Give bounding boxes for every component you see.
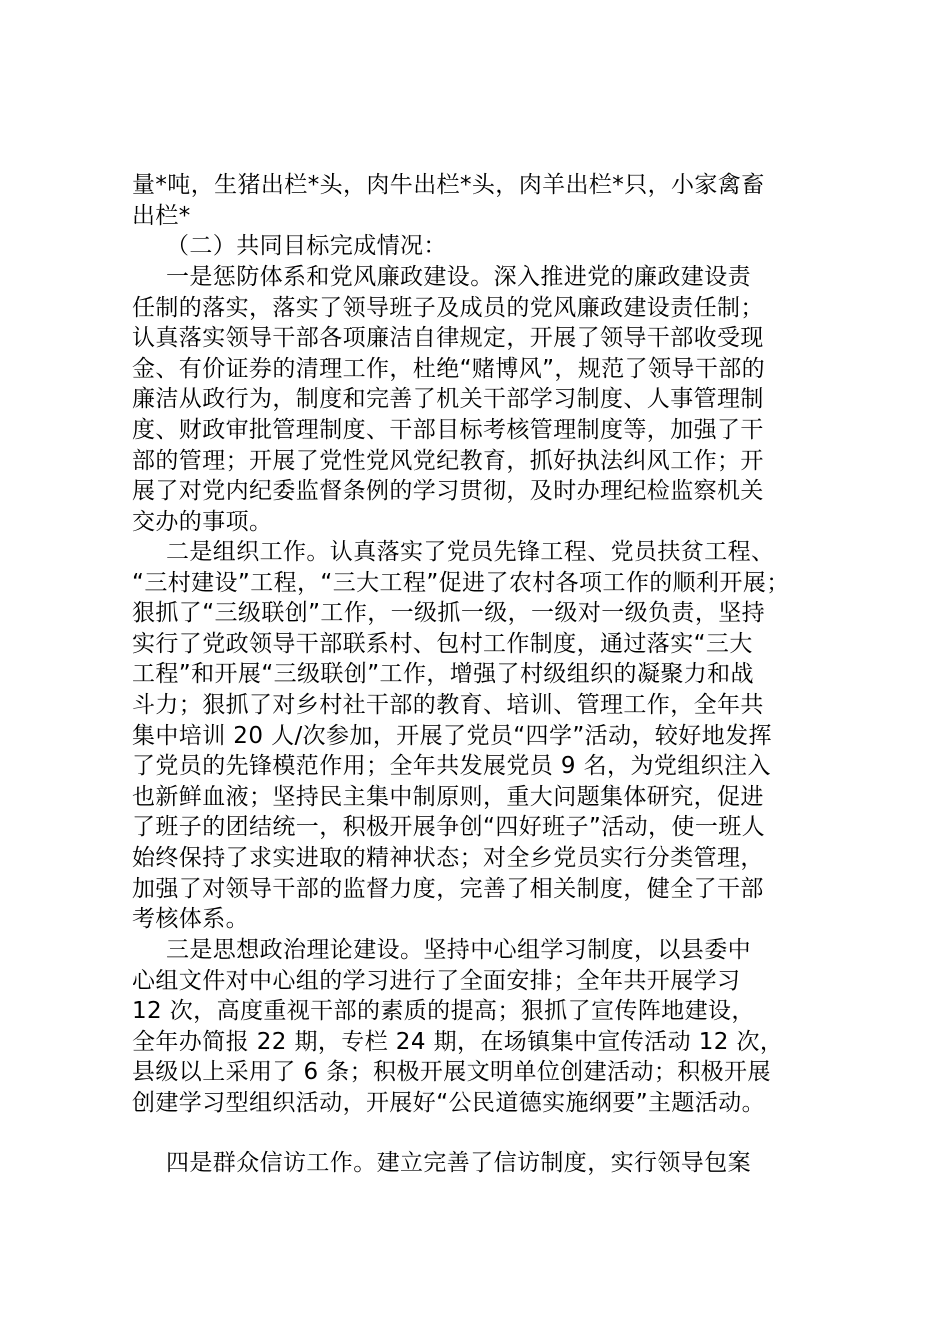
text-line: 12 次，高度重视干部的素质的提高；狠抓了宣传阵地建设，: [132, 998, 755, 1025]
text-line: 全年办简报 22 期，专栏 24 期，在场镇集中宣传活动 12 次，: [132, 1028, 784, 1055]
paragraph-petitions: [132, 1148, 832, 1179]
text-line: 一是惩防体系和党风廉政建设。深入推进党的廉政建设责: [166, 264, 751, 290]
text-line: 出栏*: [132, 202, 191, 229]
text-line: 部的管理；开展了党性党风党纪教育，抓好执法纠风工作；开: [132, 447, 764, 474]
paragraph-discipline: [132, 262, 832, 537]
text-line: 二是组织工作。认真落实了党员先锋工程、党员扶贫工程、: [166, 539, 775, 565]
text-line: 金、有价证券的清理工作，杜绝“赌博风”，规范了领导干部的: [132, 355, 766, 382]
text-line: 心组文件对中心组的学习进行了全面安排；全年共开展学习: [132, 967, 741, 994]
text-line: 认真落实领导干部各项廉洁自律规定，开展了领导干部收受现: [132, 325, 764, 352]
text-line: 了党员的先锋模范作用；全年共发展党员 9 名，为党组织注入: [132, 753, 771, 780]
text-line: 度、财政审批管理制度、干部目标考核管理制度等，加强了干: [132, 416, 764, 443]
text-line: 交办的事项。: [132, 508, 273, 535]
text-line: “三村建设”工程，“三大工程”促进了农村各项工作的顺利开展；: [132, 569, 790, 596]
paragraph-organization: [132, 537, 832, 935]
text-line: 加强了对领导干部的监督力度，完善了相关制度，健全了干部: [132, 875, 764, 902]
text-line: 三是思想政治理论建设。坚持中心组学习制度，以县委中: [166, 937, 751, 963]
text-line: 集中培训 20 人/次参加，开展了党员“四学”活动，较好地发挥: [132, 722, 772, 749]
section-heading: （二）共同目标完成情况：: [166, 233, 447, 260]
text-line: 县级以上采用了 6 条；积极开展文明单位创建活动；积极开展: [132, 1059, 771, 1086]
text-line: 廉洁从政行为，制度和完善了机关干部学习制度、人事管理制: [132, 386, 764, 413]
paragraph-ideology: [132, 935, 832, 1119]
text-line: 斗力；狠抓了对乡村社干部的教育、培训、管理工作，全年共: [132, 691, 764, 718]
text-line: 量*吨，生猪出栏*头，肉牛出栏*头，肉羊出栏*只，小家禽畜: [132, 172, 765, 198]
text-line: 始终保持了求实进取的精神状态；对全乡党员实行分类管理，: [132, 844, 764, 871]
text-line: 四是群众信访工作。建立完善了信访制度，实行领导包案: [166, 1150, 751, 1176]
text-line: 狠抓了“三级联创”工作，一级抓一级，一级对一级负责，坚持: [132, 600, 766, 627]
text-line: 实行了党政领导干部联系村、包村工作制度，通过落实“三大: [132, 630, 753, 657]
text-line: 也新鲜血液；坚持民主集中制原则，重大问题集体研究，促进: [132, 783, 764, 810]
text-line: 了班子的团结统一，积极开展争创“四好班子”活动，使一班人: [132, 814, 766, 841]
intro-text: [132, 170, 832, 262]
text-line: 任制的落实，落实了领导班子及成员的党风廉政建设责任制；: [132, 294, 764, 321]
text-line: 考核体系。: [132, 906, 249, 933]
text-line: 工程”和开展“三级联创”工作，增强了村级组织的凝聚力和战: [132, 661, 754, 688]
text-line: 展了对党内纪委监督条例的学习贯彻，及时办理纪检监察机关: [132, 478, 764, 505]
text-line: 创建学习型组织活动，开展好“公民道德实施纲要”主题活动。: [132, 1089, 766, 1116]
